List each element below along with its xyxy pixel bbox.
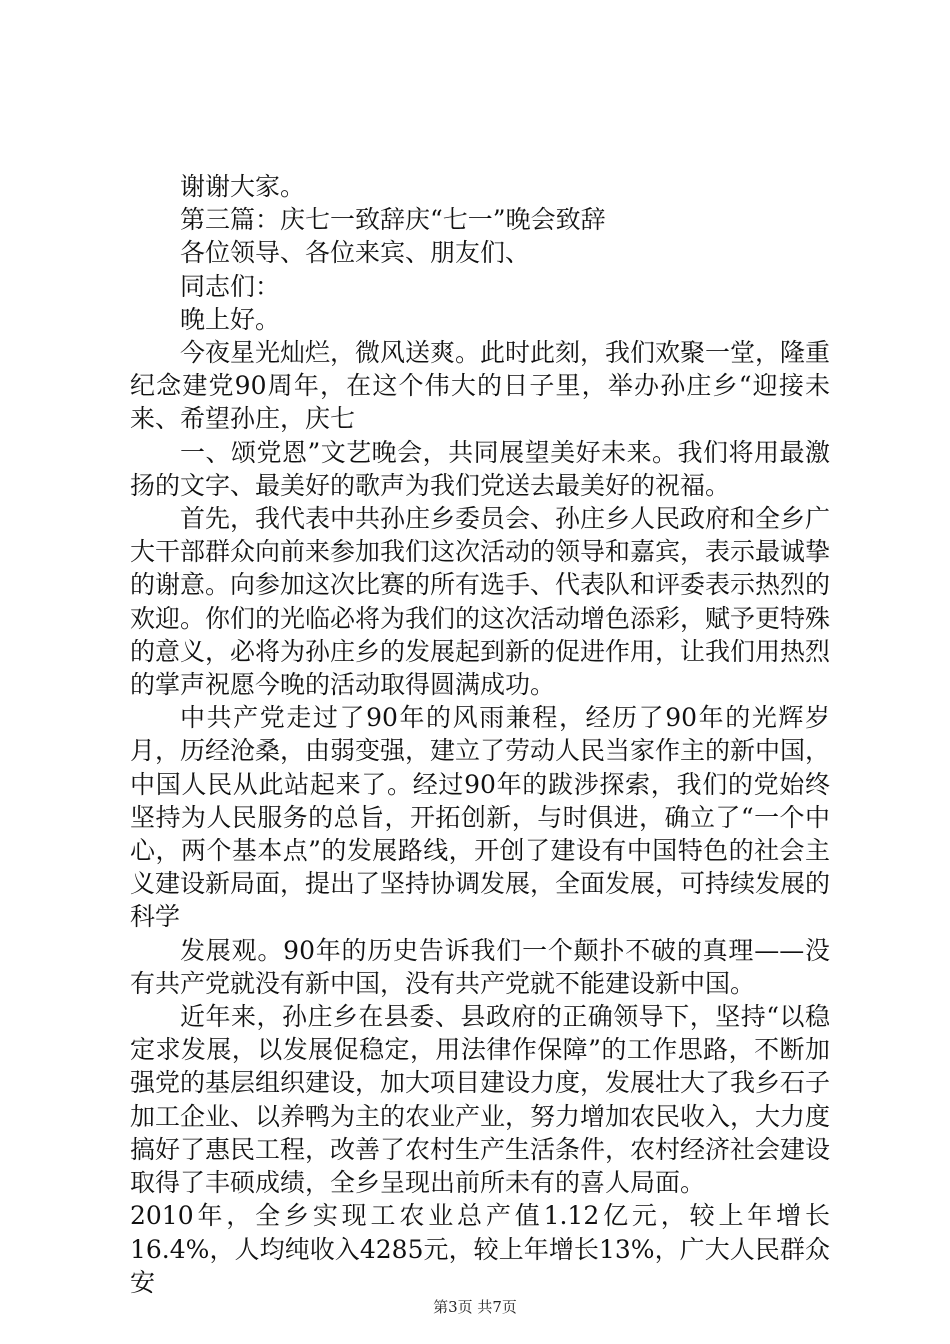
paragraph: 发展观。90年的历史告诉我们一个颠扑不破的真理——没有共产党就没有新中国，没有共产党就不能建设新中国。 bbox=[130, 935, 830, 998]
paragraph: 中共产党走过了90年的风雨兼程，经历了90年的光辉岁月，历经沧桑，由弱变强，建立了劳动人民当家作主的新中国，中国人民从此站起来了。经过90年的跋涉探索，我们的党始终坚持为人民服务的总旨，开拓创新，与时俱进，确立了“一个中心，两个基本点”的发展路线，开创了建设有中国特色的社会主义建设新局面，提出了坚持协调发展，全面发展，可持续发展的科学 bbox=[130, 703, 831, 932]
paragraph: 首先，我代表中共孙庄乡委员会、孙庄乡人民政府和全乡广大干部群众向前来参加我们这次活动的领导和嘉宾，表示最诚挚的谢意。向参加这次比赛的所有选手、代表队和评委表示热烈的欢迎。你们的光临必将为我们的这次活动增色添彩，赋予更特殊的意义，必将为孙庄乡的发展起到新的促进作用，让我们用热烈的掌声祝愿今晚的活动取得圆满成功。 bbox=[130, 504, 831, 700]
closing-line: 谢谢大家。 bbox=[180, 172, 306, 201]
paragraph: 今夜星光灿烂，微风送爽。此时此刻，我们欢聚一堂，隆重纪念建党90周年，在这个伟大的日子里，举办孙庄乡“迎接未来、希望孙庄，庆七 bbox=[130, 338, 831, 434]
section-title: 第三篇：庆七一致辞庆“七一”晚会致辞 bbox=[180, 205, 606, 235]
paragraph: 近年来，孙庄乡在县委、县政府的正确领导下，坚持“以稳定求发展，以发展促稳定，用法律作保障”的工作思路，不断加强党的基层组织建设，加大项目建设力度，发展壮大了我乡石子加工企业、以养鸭为主的农业产业，努力增加农民收入，大力度搞好了惠民工程，改善了农村生产生活条件，农村经济社会建设取得了丰硕成绩，全乡呈现出前所未有的喜人局面。 bbox=[130, 1002, 831, 1198]
paragraph-continuation: 2010年，全乡实现工农业总产值1.12亿元，较上年增长16.4%，人均纯收入4285元，较上年增长13%，广大人民群众安 bbox=[130, 1201, 830, 1297]
salutation-line: 各位领导、各位来宾、朋友们、 bbox=[180, 238, 531, 268]
salutation-line: 同志们： bbox=[180, 271, 281, 301]
paragraph: 一、颂党恩”文艺晚会，共同展望美好未来。我们将用最激扬的文字、最美好的歌声为我们党送去最美好的祝福。 bbox=[130, 437, 830, 500]
page-footer: 第3页 共7页 bbox=[433, 1298, 517, 1316]
greeting-line: 晚上好。 bbox=[180, 304, 281, 334]
document-body bbox=[130, 170, 830, 1299]
